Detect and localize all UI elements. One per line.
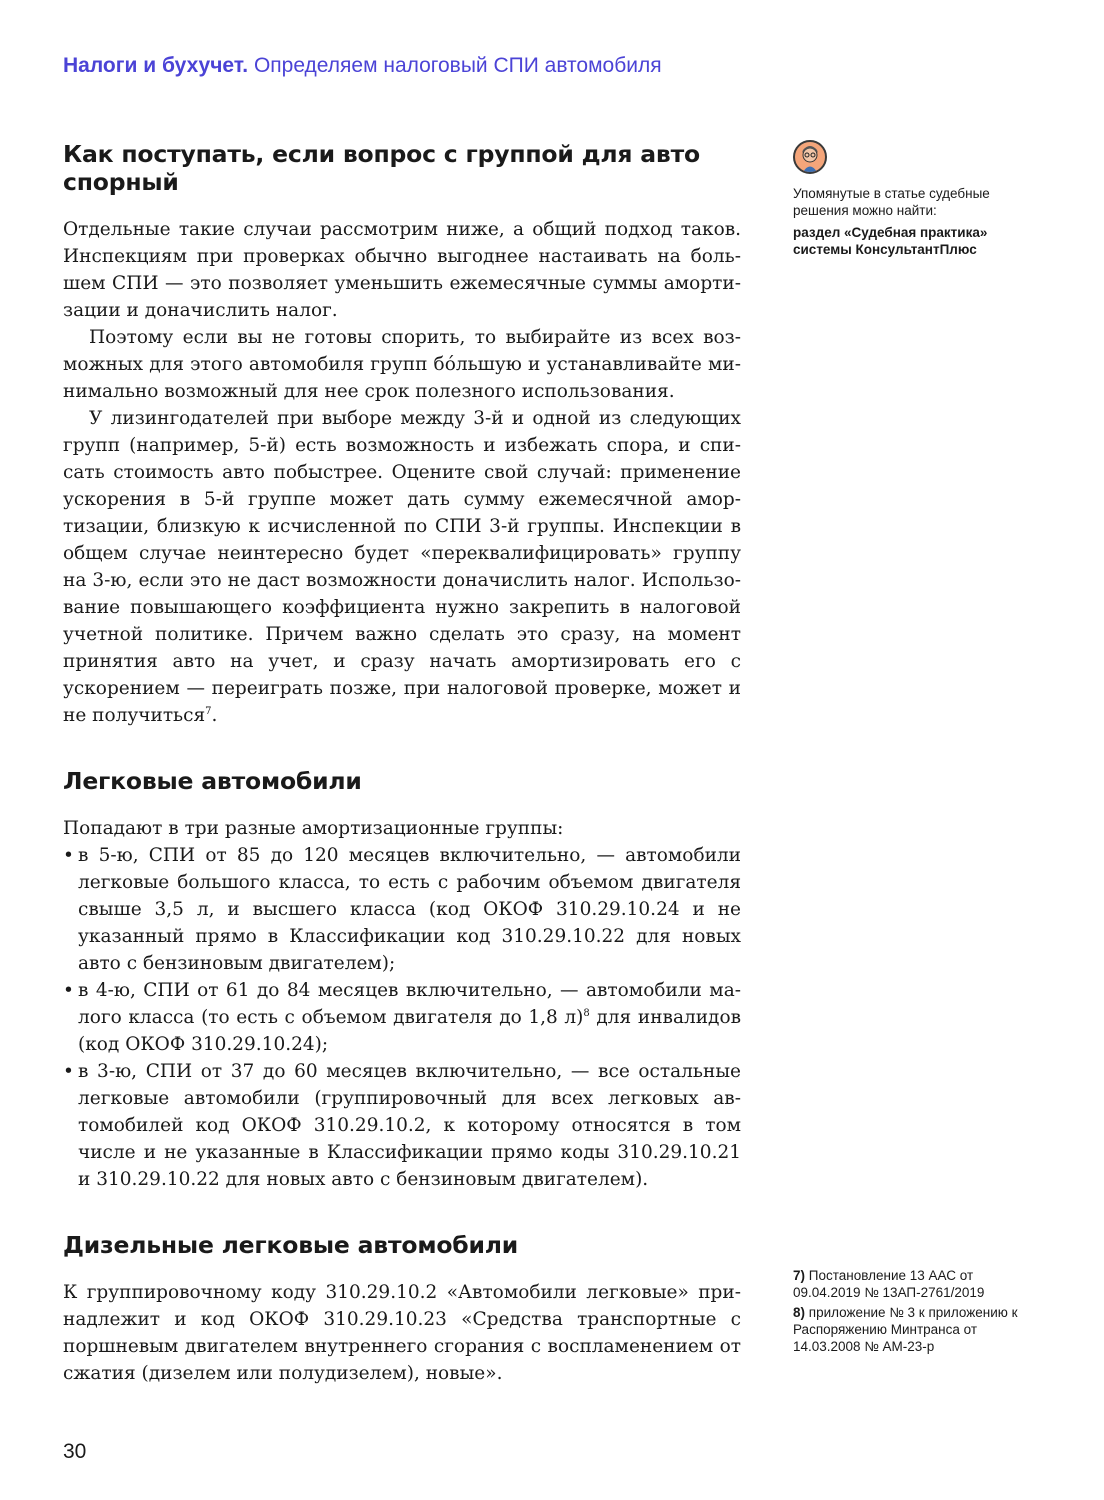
footnote-7-text: Постановление 13 ААС от 09.04.2019 № 13АП-2761/2019: [793, 1268, 985, 1300]
sidebar: [793, 140, 1018, 258]
list-item-group-4-text-b: для инвалидов (код ОКОФ 310.29.10.24);: [78, 1007, 741, 1055]
heading-disputed: Как поступать, если вопрос с группой для авто спорный: [63, 140, 700, 196]
cars-group-list: [63, 842, 741, 1193]
paragraph-disputed-3-text: У лизингодателей при выборе между 3-й и одной из следующих групп (например, 5-й) есть возможность и избежать спора, и списать стоимость авто побыстрее. Оцените свой случай: применение ускорения в 5-й группе может дать сумму ежемесячной амортизации, близкую к исчисленной по СПИ 3-й группы. Инспекции в общем случае неинтересно будет «переквалифицировать» группу на 3-ю, если это не даст возможности доначислить налог. Использование повышающего коэффициента нужно закрепить в налоговой учетной политике. Причем важно сделать это сразу, на момент принятия авто на учет, и сразу начать амортизировать его с ускорением — переиграть позже, при налоговой проверке, может и не получиться: [63, 408, 741, 726]
list-item-group-4-text-a: в 4-ю, СПИ от 61 до 84 месяцев включительно, — автомобили малого класса (то есть с объемом двигателя до 1,8 л): [78, 980, 741, 1028]
sidebar-note: [793, 185, 1018, 258]
paragraph-disputed-2: Поэтому если вы не готовы спорить, то выбирайте из всех возможных для этого автомобиля групп бо́льшую и устанавливайте минимально возможный для нее срок полезного использования.: [63, 327, 741, 402]
footnote-ref-7: 7: [205, 705, 212, 717]
paragraph-disputed-3-end: .: [211, 705, 218, 726]
main-column: [63, 140, 741, 1387]
page-number: 30: [63, 1440, 87, 1463]
paragraph-disputed-1: Отдельные такие случаи рассмотрим ниже, а общий подход таков. Инспекциям при проверках обычно выгоднее настаивать на большем СПИ — это позволяет уменьшить ежемесячные суммы амортизации и доначислить налог.: [63, 219, 741, 321]
list-item-group-4: [63, 977, 741, 1058]
paragraph-diesel: К группировочному коду 310.29.10.2 «Автомобили легковые» принадлежит и код ОКОФ 310.29.10.23 «Средства транспортные с поршневым двигателем внутреннего сгорания с воспламенением от сжатия (дизелем или полудизелем), новые».: [63, 1282, 741, 1384]
sidebar-note-source: раздел «Судебная практика» системы КонсультантПлюс: [793, 225, 988, 257]
list-item-group-5: • в 5-ю, СПИ от 85 до 120 месяцев включительно, — автомобили легковые большого класса, то есть с рабочим объемом двигателя свыше 3,5 л, и высшего класса (код ОКОФ 310.29.10.24 и не указанный прямо в Классификации код 310.29.10.22 для новых авто с бензиновым двигателем);: [63, 842, 741, 977]
avatar-icon: [793, 140, 827, 174]
header-title: Определяем налоговый СПИ автомобиля: [253, 54, 662, 77]
footnote-8-text: приложение № 3 к приложению к Распоряжению Минтранса от 14.03.2008 № АМ-23-р: [793, 1305, 1018, 1354]
footnote-7-number: 7): [793, 1268, 806, 1283]
sidebar-note-text: Упомянутые в статье судебные решения можно найти:: [793, 186, 990, 218]
footnotes: [793, 1267, 1023, 1358]
list-item-group-3: • в 3-ю, СПИ от 37 до 60 месяцев включительно, — все остальные легковые автомобили (группировочный для всех легковых автомобилей код ОКОФ 310.29.10.2, к которому относятся в том числе и не указанные в Классификации прямо коды 310.29.10.21 и 310.29.10.22 для новых авто с бензиновым двигателем).: [63, 1058, 741, 1193]
heading-diesel: Дизельные легковые автомобили: [63, 1231, 519, 1259]
paragraph-disputed-3: [63, 405, 741, 729]
footnote-7: [793, 1267, 1023, 1301]
header-section: Налоги и бухучет.: [63, 54, 249, 77]
footnote-8-number: 8): [793, 1305, 806, 1320]
running-head: [63, 54, 662, 78]
heading-cars: Легковые автомобили: [63, 767, 362, 795]
paragraph-cars-intro: Попадают в три разные амортизационные группы:: [63, 818, 564, 839]
footnote-ref-8: 8: [583, 1007, 590, 1019]
footnote-8: [793, 1304, 1023, 1355]
